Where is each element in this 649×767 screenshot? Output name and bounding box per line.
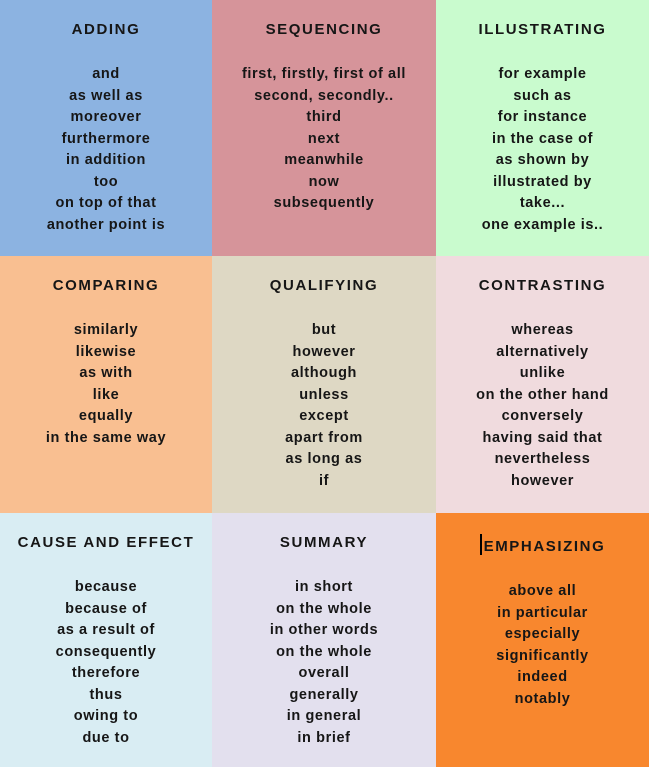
- word-line: in the same way: [45, 429, 167, 446]
- word-line: except: [299, 408, 349, 424]
- word-line: second, secondly..: [254, 87, 394, 104]
- word-line: alternatively: [496, 343, 589, 360]
- word-line: as long as: [285, 451, 363, 467]
- category-title-summary: SUMMARY: [279, 534, 369, 551]
- word-list-adding: [0, 64, 212, 236]
- word-line: generally: [289, 686, 359, 703]
- word-line: thus: [89, 686, 123, 703]
- category-title-contrasting: CONTRASTING: [478, 277, 607, 294]
- category-title-comparing: COMPARING: [52, 277, 160, 294]
- word-line: one example is..: [481, 216, 604, 233]
- word-line: in general: [286, 708, 362, 724]
- word-list-emphasizing: [436, 581, 649, 710]
- word-line: above all: [508, 583, 577, 599]
- category-title-cause-and-effect: CAUSE AND EFFECT: [17, 534, 195, 551]
- word-line: in particular: [497, 604, 588, 621]
- word-line: third: [306, 109, 342, 125]
- word-line: however: [510, 472, 575, 489]
- category-title-adding: ADDING: [71, 21, 141, 38]
- word-line: due to: [82, 729, 130, 746]
- word-line: similarly: [73, 322, 139, 338]
- word-line: meanwhile: [284, 152, 364, 168]
- category-card-comparing[interactable]: [0, 256, 212, 513]
- word-line: but: [311, 322, 337, 338]
- word-line: in addition: [66, 152, 146, 168]
- word-line: take...: [519, 195, 566, 211]
- word-line: however: [292, 343, 356, 360]
- word-list-comparing: [0, 320, 212, 449]
- word-line: although: [290, 365, 357, 381]
- word-line: whereas: [511, 322, 574, 338]
- word-list-sequencing: [212, 64, 436, 215]
- category-title-sequencing: SEQUENCING: [265, 21, 383, 38]
- word-line: for instance: [497, 109, 588, 125]
- word-list-cause-and-effect: [0, 577, 212, 749]
- word-line: because of: [65, 600, 147, 617]
- category-title-illustrating: ILLUSTRATING: [478, 21, 607, 38]
- category-card-adding[interactable]: [0, 0, 212, 256]
- word-line: as shown by: [495, 152, 590, 168]
- word-line: in other words: [269, 622, 379, 638]
- word-line: notably: [514, 690, 571, 707]
- category-card-contrasting[interactable]: [436, 256, 649, 513]
- word-line: if: [318, 472, 330, 489]
- category-card-summary[interactable]: [212, 513, 436, 767]
- word-line: because: [74, 579, 138, 595]
- word-line: like: [92, 386, 120, 403]
- word-line: consequently: [55, 643, 157, 660]
- word-line: significantly: [496, 647, 589, 664]
- word-line: such as: [513, 87, 572, 104]
- word-list-summary: [212, 577, 436, 749]
- word-line: another point is: [46, 216, 166, 233]
- category-card-sequencing[interactable]: [212, 0, 436, 256]
- word-line: on the other hand: [476, 386, 609, 403]
- word-line: for example: [498, 66, 587, 82]
- word-line: having said that: [482, 429, 603, 446]
- word-line: conversely: [501, 408, 584, 424]
- word-line: therefore: [71, 665, 141, 681]
- word-line: subsequently: [273, 195, 375, 211]
- word-line: in the case of: [491, 130, 594, 147]
- word-line: unless: [299, 386, 349, 403]
- word-line: as a result of: [57, 622, 155, 638]
- word-list-qualifying: [212, 320, 436, 492]
- word-line: likewise: [75, 343, 137, 360]
- word-line: next: [307, 130, 341, 147]
- category-card-illustrating[interactable]: [436, 0, 649, 256]
- word-line: overall: [298, 665, 350, 681]
- word-line: now: [308, 173, 340, 190]
- word-line: unlike: [519, 365, 566, 381]
- word-line: equally: [78, 408, 134, 424]
- category-card-cause-and-effect[interactable]: [0, 513, 212, 767]
- word-line: apart from: [285, 429, 363, 446]
- word-line: owing to: [73, 708, 139, 724]
- word-line: first, firstly, first of all: [242, 66, 406, 82]
- category-title-qualifying: QUALIFYING: [269, 277, 379, 294]
- category-title-emphasizing-text: EMPHASIZING: [483, 538, 606, 555]
- word-line: nevertheless: [494, 451, 591, 467]
- category-card-emphasizing[interactable]: [436, 513, 649, 767]
- category-title-emphasizing: [436, 534, 649, 556]
- word-line: on the whole: [276, 643, 372, 660]
- word-line: moreover: [70, 109, 142, 125]
- word-list-contrasting: [436, 320, 649, 492]
- word-line: illustrated by: [493, 173, 592, 190]
- text-cursor: [480, 534, 482, 555]
- category-card-qualifying[interactable]: [212, 256, 436, 513]
- word-line: furthermore: [61, 130, 151, 147]
- word-line: in short: [295, 579, 353, 595]
- word-line: too: [93, 173, 119, 190]
- word-line: especially: [504, 626, 581, 642]
- word-line: as with: [79, 365, 133, 381]
- word-line: as well as: [69, 87, 143, 104]
- word-line: on the whole: [276, 600, 372, 617]
- word-list-illustrating: [436, 64, 649, 236]
- word-line: in brief: [297, 729, 351, 746]
- word-line: and: [92, 66, 120, 82]
- word-line: indeed: [517, 669, 568, 685]
- word-line: on top of that: [55, 195, 157, 211]
